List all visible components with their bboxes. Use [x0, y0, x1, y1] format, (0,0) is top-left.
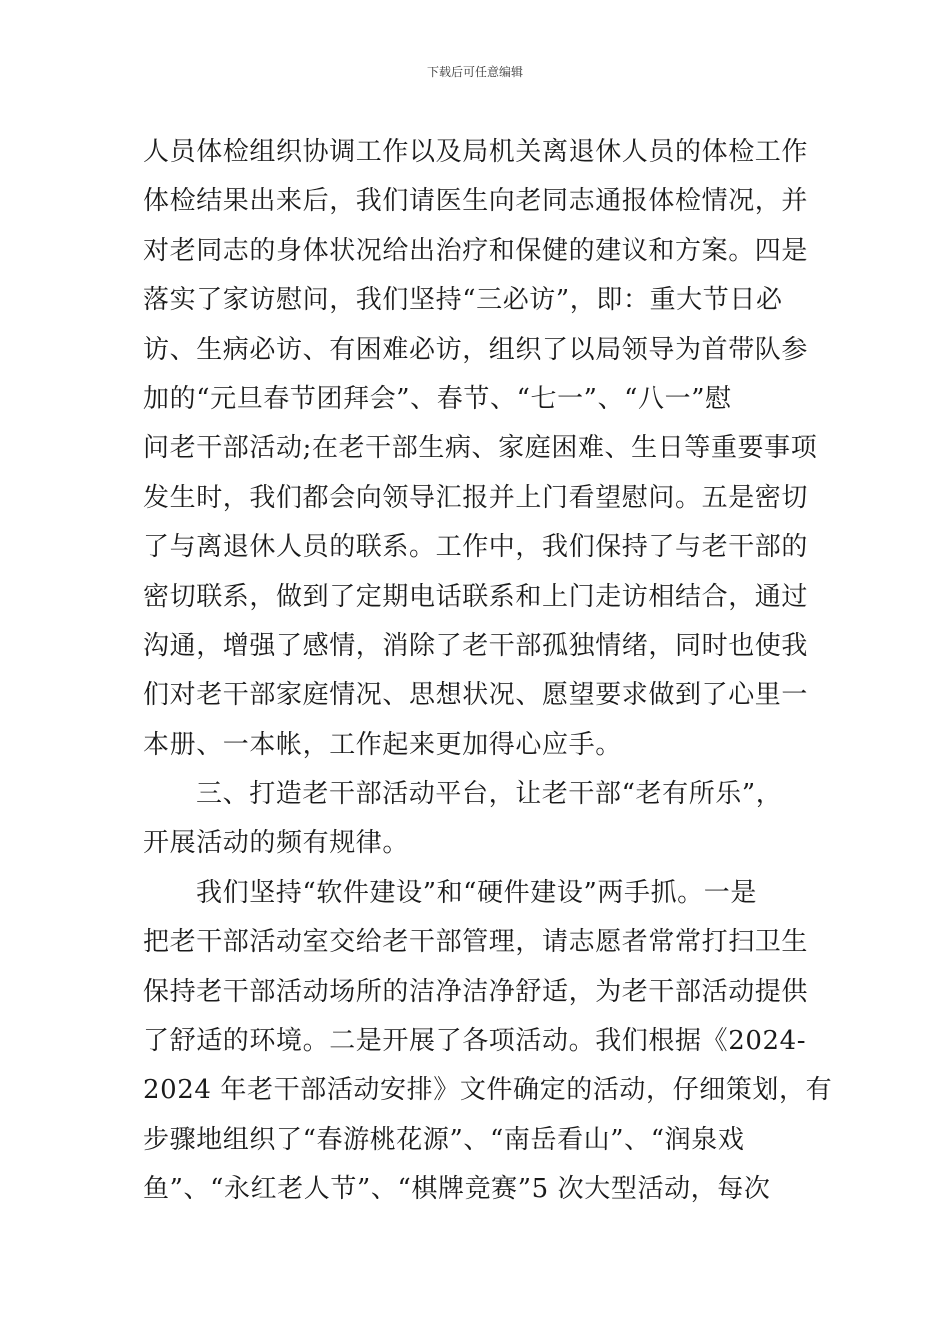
text-line: 们对老干部家庭情况、思想状况、愿望要求做到了心里一 [143, 680, 809, 711]
text-line: 2024 年老干部活动安排》文件确定的活动，仔细策划，有 [143, 1075, 833, 1106]
text-line: 发生时，我们都会向领导汇报并上门看望慰问。五是密切 [143, 482, 809, 513]
text-line: 沟通，增强了感情，消除了老干部孤独情绪，同时也使我 [143, 630, 809, 661]
document-body [143, 128, 833, 1215]
section-heading-line: 开展活动的频有规律。 [143, 828, 410, 859]
text-line: 访、生病必访、有困难必访，组织了以局领导为首带队参 [143, 334, 809, 365]
text-line: 了与离退休人员的联系。工作中，我们保持了与老干部的 [143, 532, 809, 563]
text-line: 落实了家访慰问，我们坚持“三必访”，即：重大节日必 [143, 285, 783, 316]
text-line: 本册、一本帐，工作起来更加得心应手。 [143, 729, 622, 760]
text-line: 鱼”、“永红老人节”、“棋牌竞赛”5 次大型活动，每次 [143, 1174, 771, 1205]
text-line: 我们坚持“软件建设”和“硬件建设”两手抓。一是 [196, 877, 757, 908]
text-line: 加的“元旦春节团拜会”、春节、“七一”、“八一”慰 [143, 383, 732, 414]
text-line: 对老同志的身体状况给出治疗和保健的建议和方案。四是 [143, 235, 809, 266]
text-line: 保持老干部活动场所的洁净洁净舒适，为老干部活动提供 [143, 976, 809, 1007]
text-line: 密切联系，做到了定期电话联系和上门走访相结合，通过 [143, 581, 809, 612]
text-line: 了舒适的环境。二是开展了各项活动。我们根据《2024- [143, 1026, 807, 1057]
text-line: 步骤地组织了“春游桃花源”、“南岳看山”、“润泉戏 [143, 1124, 745, 1155]
text-line: 体检结果出来后，我们请医生向老同志通报体检情况，并 [143, 186, 809, 217]
section-heading-line: 三、打造老干部活动平台，让老干部“老有所乐”， [196, 779, 783, 810]
text-line: 问老干部活动;在老干部生病、家庭困难、生日等重要事项 [143, 433, 818, 464]
text-line: 人员体检组织协调工作以及局机关离退休人员的体检工作 [143, 137, 809, 167]
page-header: 下载后可任意编辑 [426, 65, 523, 79]
text-line: 把老干部活动室交给老干部管理，请志愿者常常打扫卫生 [143, 927, 809, 958]
